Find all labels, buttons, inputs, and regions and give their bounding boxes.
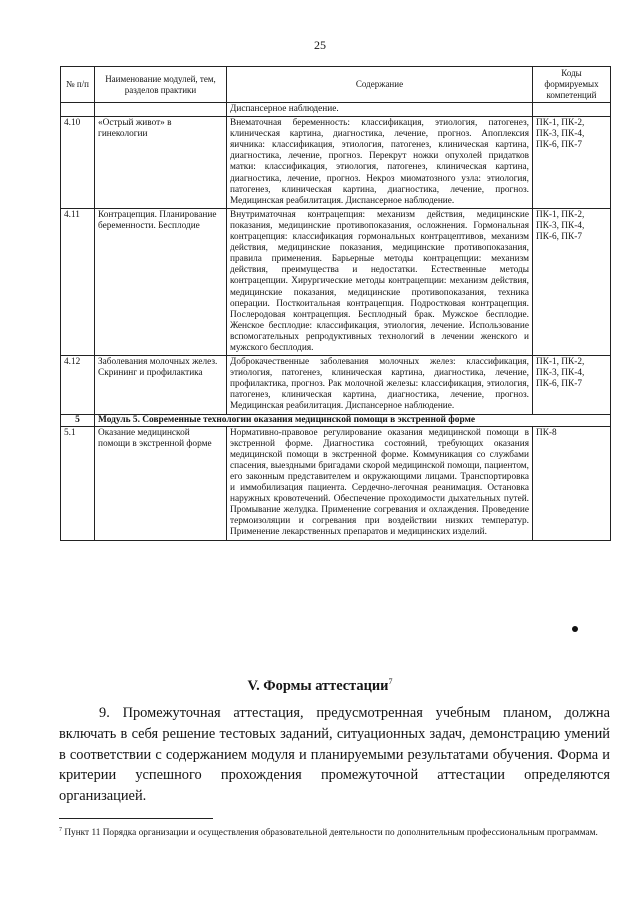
footnote xyxy=(59,824,610,839)
footnote-text: Пункт 11 Порядка организации и осуществления образовательной деятельности по дополнительным профессиональным программам. xyxy=(64,828,598,839)
row-content: Внутриматочная контрацепция: механизм действия, медицинские показания, медицинские противопоказания, осложнения. Гормональная контрацепция: классификация гормональных контрацептивов, механизм действия, медицинские показания, медицинские противопоказания, правила применения. Барьерные методы контрацепции: механизм действия, преимущества и недостатки. Естественные методы контрацепции. Хирургические методы контрацепции: механизм действия, медицинские показания, медицинские противопоказания, техника операции. Посткоитальная контрацепция. Подростковая контрацепция. Послеродовая контрацепция. Бесплодный брак. Мужское бесплодие. Женское бесплодие: классификация, этиология, лечение. Использование вспомогательных репродуктивных технологий в лечении женского и мужского бесплодия. xyxy=(227,208,533,355)
footnote-divider xyxy=(59,818,213,819)
header-content: Содержание xyxy=(227,67,533,103)
row-codes: ПК-1, ПК-2, ПК-3, ПК-4, ПК-6, ПК-7 xyxy=(533,208,611,355)
ink-dot xyxy=(572,626,578,632)
row-name: Заболевания молочных желез. Скрининг и профилактика xyxy=(95,356,227,414)
module-title: Модуль 5. Современные технологии оказания медицинской помощи в экстренной форме xyxy=(95,414,611,426)
footnote-ref: 7 xyxy=(388,677,393,686)
section-title-text: V. Формы аттестации xyxy=(247,677,389,694)
row-content: Нормативно-правовое регулирование оказания медицинской помощи в экстренной форме. Диагностика состояний, требующих оказания медицинской помощи в экстренной форме. Коммуникация со службами спасения, выездными бригадами скорой медицинской помощи, пациентом, его законным представителем и окружающими лицами. Транспортировка и иммобилизация пациента. Сердечно-легочная реанимация. Остановка наружных кровотечений. Обеспечение проходимости дыхательных путей. Промывание желудка. Применение согревания и охлаждения. Проведение термоизоляции и согревания при воздействии низких температур. Применение лекарственных препаратов и медицинских изделий. xyxy=(227,426,533,540)
row-codes: ПК-1, ПК-2, ПК-3, ПК-4, ПК-6, ПК-7 xyxy=(533,356,611,414)
header-num: № п/п xyxy=(61,67,95,103)
body-paragraph: 9. Промежуточная аттестация, предусмотренная учебным планом, должна включать в себя решение тестовых заданий, ситуационных задач, демонстрацию умений в соответствии с содержанием модуля и планируемыми результатами обучения. Форма и критерии успешного прохождения промежуточной аттестации определяются организацией. xyxy=(59,705,610,805)
program-table xyxy=(60,66,611,541)
module-num: 5 xyxy=(61,414,95,426)
section-title xyxy=(0,677,640,695)
row-codes: ПК-1, ПК-2, ПК-3, ПК-4, ПК-6, ПК-7 xyxy=(533,117,611,209)
row-content: Внематочная беременность: классификация, этиология, патогенез, клиническая картина, диагностика, лечение, прогноз. Апоплексия яичника: классификация, этиология, патогенез, клиническая картина, диагностика, лечение, прогноз. Перекрут ножки опухолей придатков матки: классификация, этиология, патогенез, клиническая картина, диагностика, лечение, прогноз. Некроз миоматозного узла: этиология, патогенез, клиническая картина, диагностика, лечение, прогноз. Медицинская реабилитация. Диспансерное наблюдение. xyxy=(227,117,533,209)
table-row xyxy=(61,356,611,414)
header-name: Наименование модулей, тем, разделов практики xyxy=(95,67,227,103)
carry-over-cell: Диспансерное наблюдение. xyxy=(227,103,533,117)
row-content: Доброкачественные заболевания молочных желез: классификация, этиология, патогенез, клиническая картина, диагностика, лечение, профилактика, прогноз. Рак молочной железы: классификация, этиология, патогенез, клиническая картина, диагностика, лечение, прогноз. Медицинская реабилитация. Диспансерное наблюдение. xyxy=(227,356,533,414)
page-number: 25 xyxy=(314,38,326,52)
table-row xyxy=(61,426,611,540)
row-name: «Острый живот» в гинекологии xyxy=(95,117,227,209)
cell-empty xyxy=(61,103,95,117)
row-name: Оказание медицинской помощи в экстренной форме xyxy=(95,426,227,540)
row-codes: ПК-8 xyxy=(533,426,611,540)
footnote-mark: 7 xyxy=(59,827,62,833)
table-header-row xyxy=(61,67,611,103)
cell-empty xyxy=(95,103,227,117)
row-name: Контрацепция. Планирование беременности. Бесплодие xyxy=(95,208,227,355)
module-row xyxy=(61,414,611,426)
row-num: 4.11 xyxy=(61,208,95,355)
row-num: 4.10 xyxy=(61,117,95,209)
cell-empty xyxy=(533,103,611,117)
row-num: 5.1 xyxy=(61,426,95,540)
table-row xyxy=(61,103,611,117)
table-row xyxy=(61,117,611,209)
row-num: 4.12 xyxy=(61,356,95,414)
table-row xyxy=(61,208,611,355)
header-codes: Коды формируемых компетенций xyxy=(533,67,611,103)
